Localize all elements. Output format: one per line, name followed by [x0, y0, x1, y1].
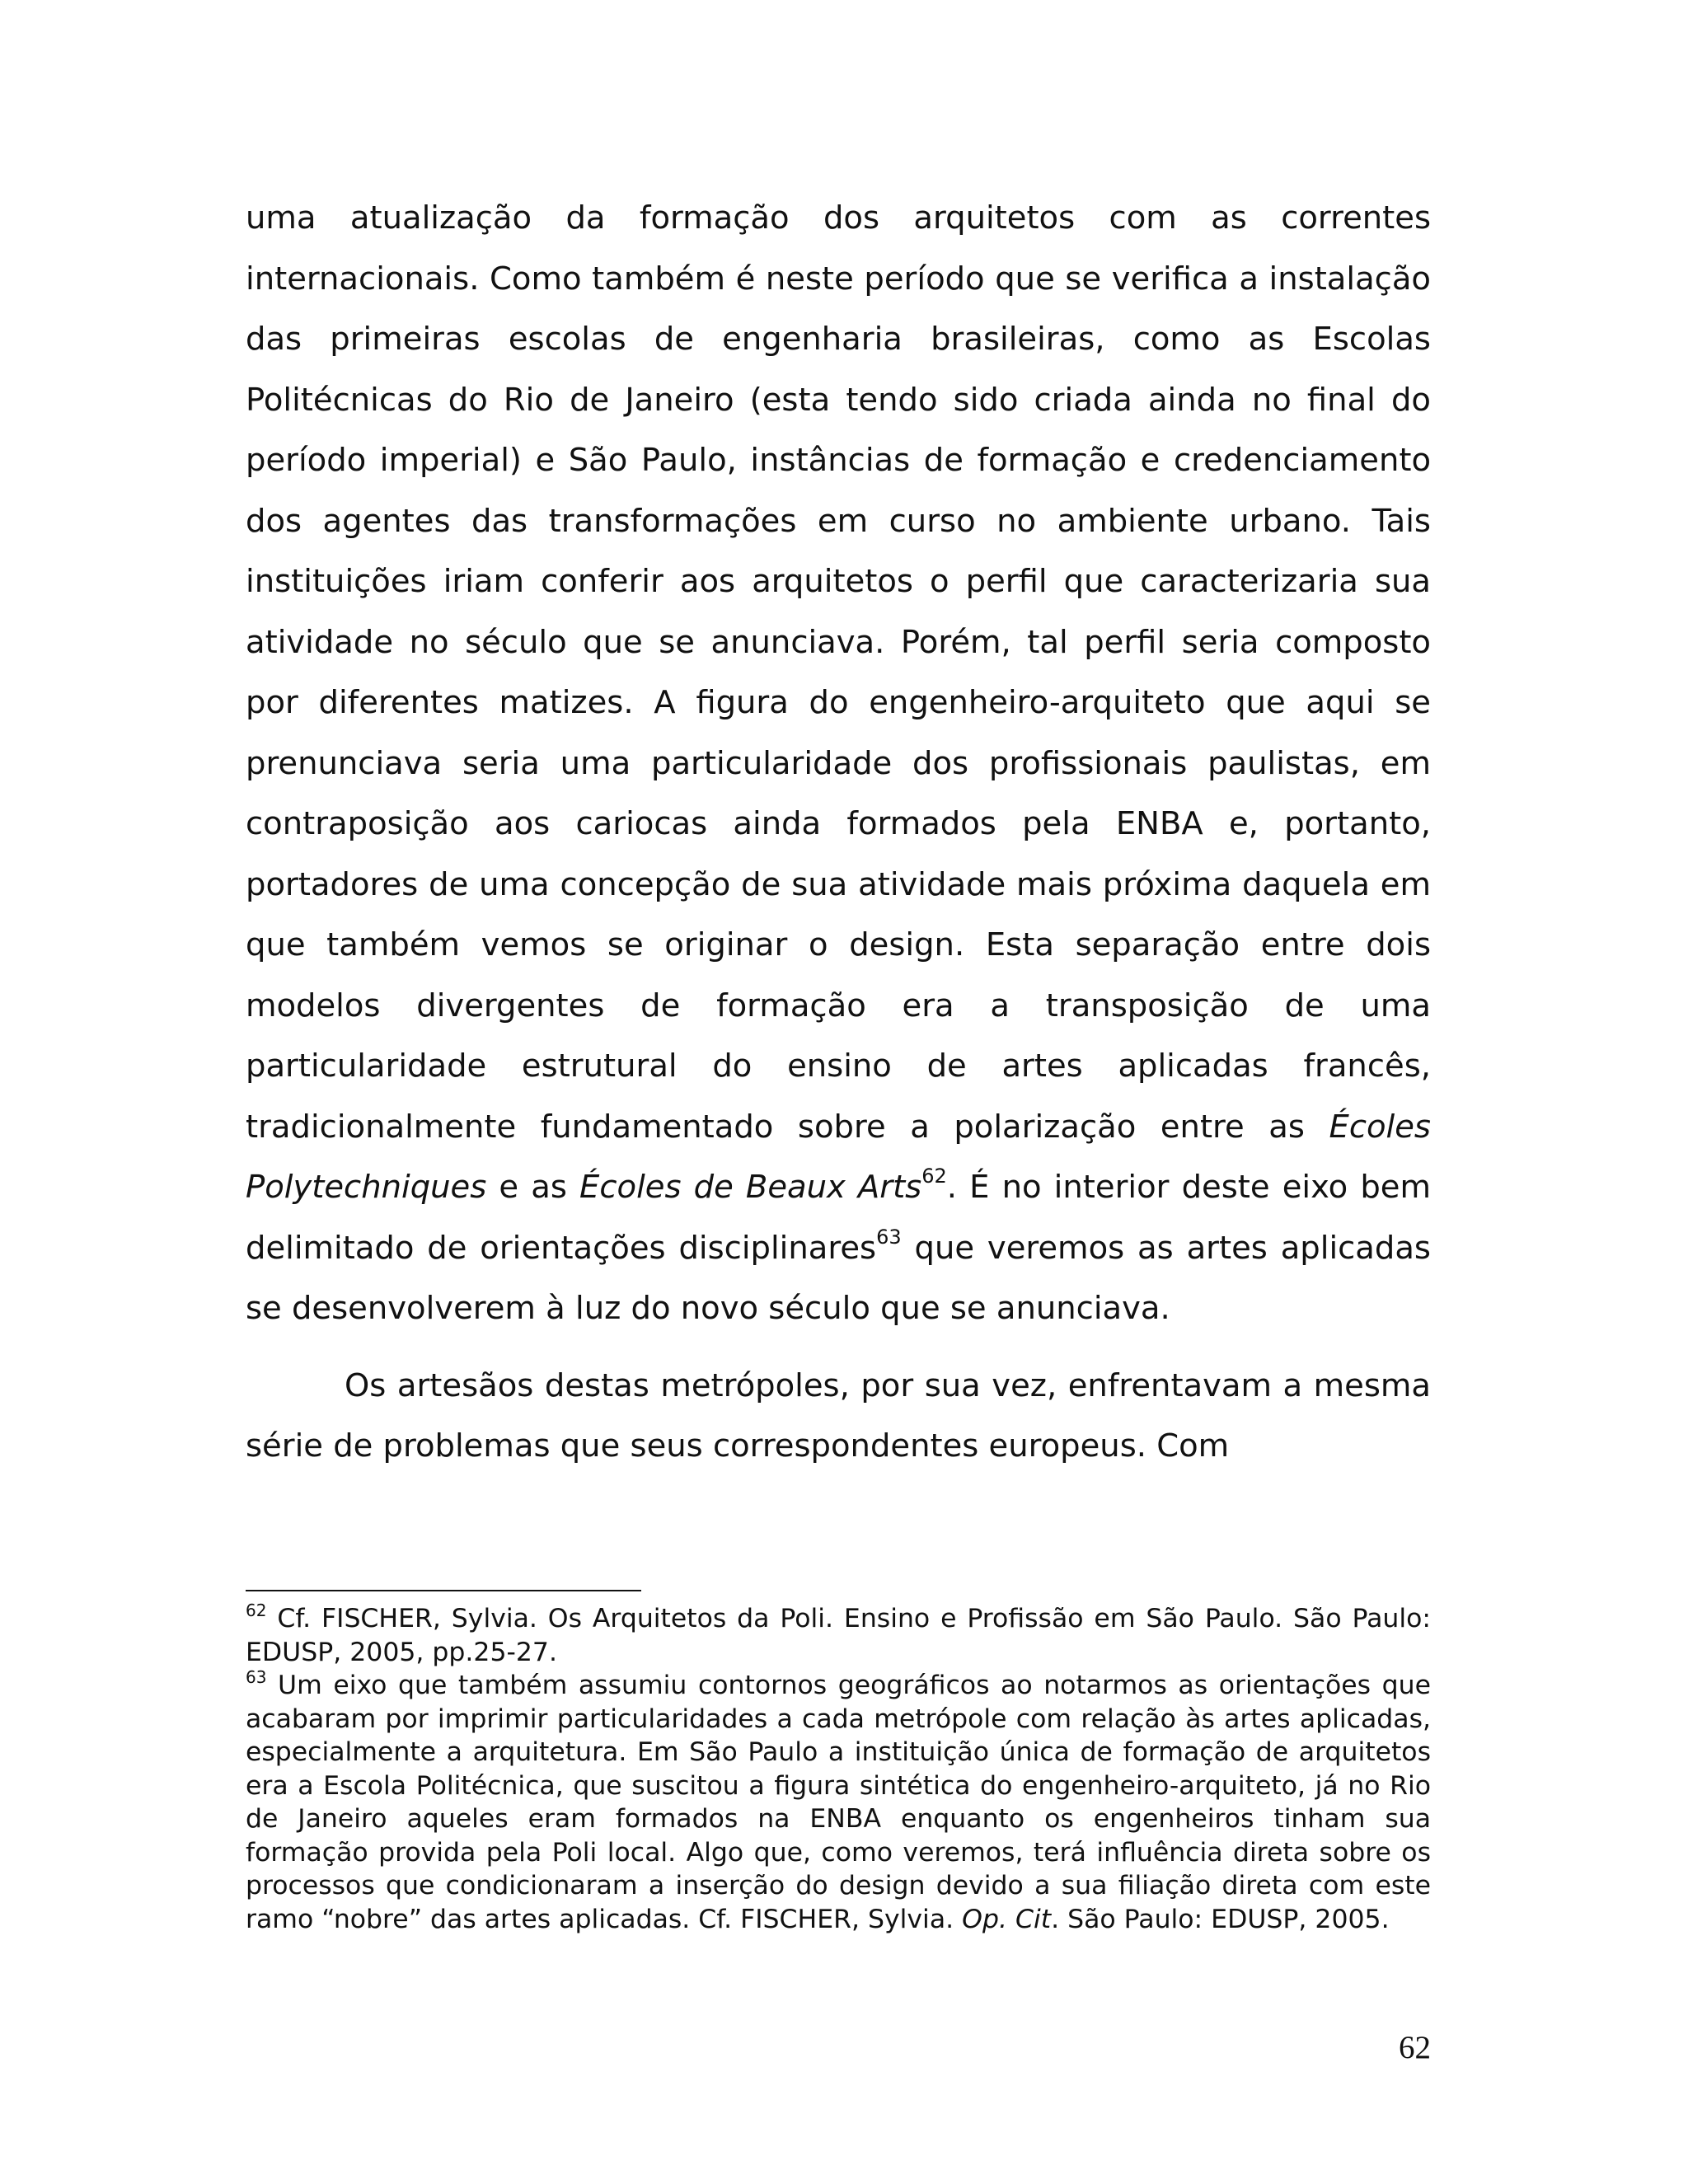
footnote-separator	[246, 1590, 641, 1591]
footnote-62-number: 62	[246, 1601, 267, 1620]
footnote-63-number: 63	[246, 1667, 267, 1687]
italic-ecoles-polytechniques: Écoles Polytechniques	[246, 1108, 1431, 1206]
footnote-63	[246, 1669, 1431, 1936]
footnote-62-text: Cf. FISCHER, Sylvia. Os Arquitetos da Poli. Ensino e Profissão em São Paulo. São Paulo: EDUSP, 2005, pp.25-27.	[246, 1604, 1431, 1667]
paragraph-1-text-b: e as	[486, 1169, 580, 1206]
footnote-63-italic: Op. Cit	[962, 1904, 1052, 1934]
page-number: 62	[1399, 2030, 1431, 2065]
italic-ecoles-beaux-arts: Écoles de Beaux Arts	[579, 1169, 922, 1206]
paragraph-1-text-a: uma atualização da formação dos arquitetos com as correntes internacionais. Como também é neste período que se verifica a instalação das primeiras escolas de engenharia brasileiras, como as Escolas Politécnicas do Rio de Janeiro (esta tendo sido criada ainda no final do período imperial) e São Paulo, instâncias de formação e credenciamento dos agentes das transformações em curso no ambiente urbano. Tais instituições iriam conferir aos arquitetos o perfil que caracterizaria sua atividade no século que se anunciava. Porém, tal perfil seria composto por diferentes matizes. A figura do engenheiro-arquiteto que aqui se prenunciava seria uma particularidade dos profissionais paulistas, em contraposição aos cariocas ainda formados pela ENBA e, portanto, portadores de uma concepção de sua atividade mais próxima daquela em que também vemos se originar o design. Esta separação entre dois modelos divergentes de formação era a transposição de uma particularidade estrutural do ensino de artes aplicadas francês, tradicionalmente fundamentado sobre a polarização entre as	[246, 199, 1431, 1146]
paragraph-2: Os artesãos destas metrópoles, por sua vez, enfrentavam a mesma série de problemas que seus correspondentes europeus. Com	[246, 1366, 1431, 1465]
paragraph-1-text-c: . É no interior deste eixo bem delimitado de orientações disciplinares	[246, 1169, 1431, 1267]
main-text	[246, 188, 1431, 1477]
footnotes	[246, 1602, 1431, 1936]
footnote-ref-63[interactable]: 63	[876, 1225, 902, 1249]
paragraph-1-text-d: que veremos as artes aplicadas se desenvolverem à luz do novo século que se anunciava.	[246, 1229, 1431, 1327]
footnote-63-text-a: Um eixo que também assumiu contornos geográficos ao notarmos as orientações que acabaram por imprimir particularidades a cada metrópole com relação às artes aplicadas, especialmente a arquitetura. Em São Paulo a instituição única de formação de arquitetos era a Escola Politécnica, que suscitou a figura sintética do engenheiro-arquiteto, já no Rio de Janeiro aqueles eram formados na ENBA enquanto os engenheiros tinham sua formação provida pela Poli local. Algo que, como veremos, terá influência direta sobre os processos que condicionaram a inserção do design devido a sua filiação direta com este ramo “nobre” das artes aplicadas. Cf. FISCHER, Sylvia.	[246, 1671, 1431, 1934]
footnote-63-text-b: . São Paulo: EDUSP, 2005.	[1051, 1904, 1390, 1934]
paragraph-1	[246, 188, 1431, 1339]
footnote-62	[246, 1602, 1431, 1669]
footnote-ref-62[interactable]: 62	[921, 1165, 947, 1188]
